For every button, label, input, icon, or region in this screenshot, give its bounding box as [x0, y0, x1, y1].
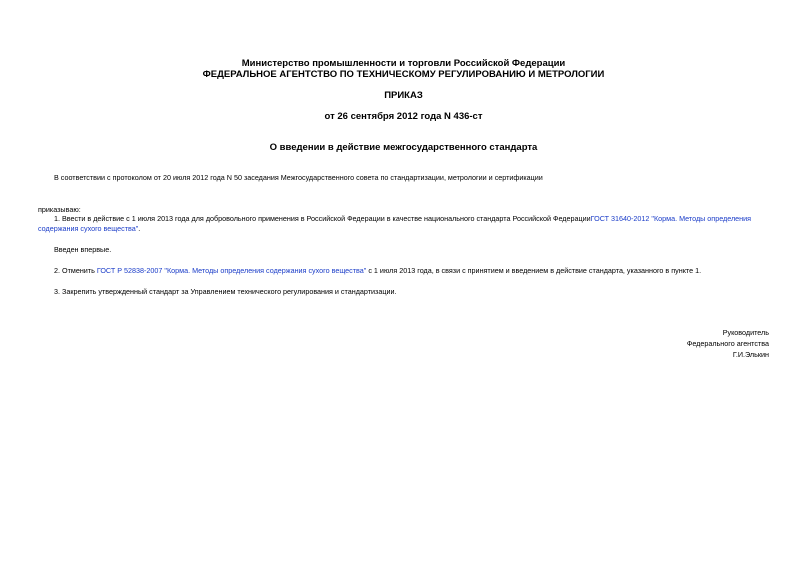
- item-1-paragraph: [38, 214, 774, 234]
- signature-title: Руководитель: [722, 328, 769, 337]
- ministry-name: Министерство промышленности и торговли Российской Федерации: [241, 58, 566, 69]
- agency-name: ФЕДЕРАЛЬНОЕ АГЕНТСТВО ПО ТЕХНИЧЕСКОМУ РЕГУЛИРОВАНИЮ И МЕТРОЛОГИИ: [202, 69, 605, 80]
- item-1-end: .: [138, 224, 141, 233]
- signature-agency: Федерального агентства: [686, 339, 769, 348]
- gost-31640-link[interactable]: ГОСТ 31640-2012 "Корма. Методы определения содержания сухого вещества": [38, 214, 752, 233]
- preamble-paragraph: В соответствии с протоколом от 20 июля 2012 года N 50 заседания Межгосударственного совета по стандартизации, метрологии и сертификации: [54, 173, 543, 182]
- document-title: О введении в действие межгосударственного стандарта: [269, 142, 538, 153]
- item-2-end: с 1 июля 2013 года, в связи с принятием и введением в действие стандарта, указанного в пункте 1.: [366, 266, 702, 275]
- item-3-paragraph: 3. Закрепить утвержденный стандарт за Управлением технического регулирования и стандартизации.: [54, 287, 397, 296]
- orders-word: приказываю:: [38, 205, 81, 214]
- gost-r-52838-link[interactable]: ГОСТ Р 52838-2007 "Корма. Методы определения содержания сухого вещества": [96, 266, 367, 275]
- document-type: ПРИКАЗ: [384, 90, 423, 101]
- document-date-number: от 26 сентября 2012 года N 436-ст: [324, 111, 483, 122]
- item-1-text: 1. Ввести в действие с 1 июля 2013 года для добровольного применения в Российской Федерации в качестве национального стандарта Российской Федерации: [54, 214, 591, 223]
- item-2-paragraph: [38, 266, 790, 276]
- item-2-start: 2. Отменить: [54, 266, 97, 275]
- introduced-note: Введен впервые.: [54, 245, 112, 254]
- signature-name: Г.И.Элькин: [732, 350, 769, 359]
